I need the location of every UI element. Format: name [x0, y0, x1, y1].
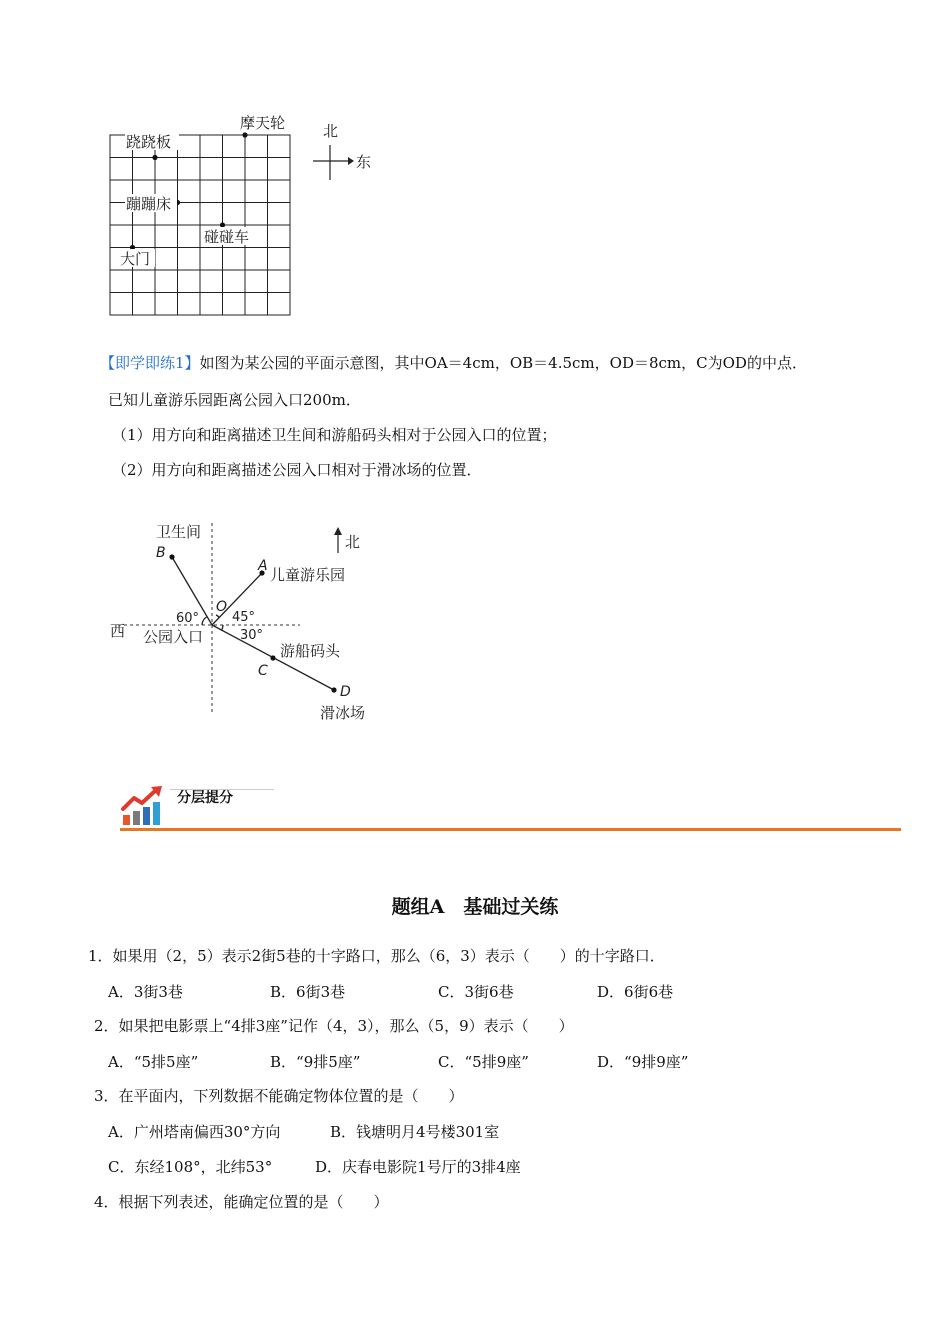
point-C: [270, 655, 275, 660]
section-divider: [120, 828, 901, 831]
label-toilet: 卫生间: [156, 523, 202, 541]
label-trampoline: 蹦蹦床: [126, 195, 172, 213]
question-2-option-c: C．“5排9座”: [438, 1053, 529, 1071]
point-B: [169, 554, 174, 559]
compass-north: 北: [323, 122, 339, 140]
practice-q2: （2）用方向和距离描述公园入口相对于滑冰场的位置．: [112, 461, 482, 479]
practice-intro: [100, 353, 807, 373]
question-1-option-d: D．6街6巷: [597, 983, 674, 1001]
label-C: C: [258, 663, 268, 679]
label-angle-30: 30°: [240, 628, 264, 643]
question-1-option-a: A．3街3巷: [108, 983, 183, 1001]
point-seesaw: [152, 155, 157, 160]
practice-tag: 【即学即练1】: [100, 354, 200, 372]
question-2-option-d: D．“9排9座”: [597, 1053, 689, 1071]
point-bumper-car: [220, 222, 225, 227]
question-4-stem: 4．根据下列表述，能确定位置的是（ ）: [94, 1193, 389, 1211]
question-1-stem: 1．如果用（2，5）表示2街5巷的十字路口，那么（6，3）表示（ ）的十字路口．: [88, 947, 665, 965]
question-3-option-b: B．钱塘明月4号楼301室: [330, 1123, 500, 1141]
compass-cross: [313, 145, 348, 180]
compass-east: 东: [356, 153, 372, 171]
angle-arc-45: [216, 615, 219, 617]
practice-line2: 已知儿童游乐园距离公园入口200m．: [108, 391, 361, 409]
angle-arc-60: [202, 617, 207, 625]
label-north: 北: [345, 533, 361, 551]
label-B: B: [156, 545, 166, 561]
point-D: [331, 687, 336, 692]
label-ferris-wheel: 摩天轮: [240, 114, 286, 132]
question-1-option-c: C．3街6巷: [438, 983, 514, 1001]
label-angle-60: 60°: [176, 611, 200, 626]
label-entrance: 公园入口: [143, 628, 204, 646]
grid-map-figure: [100, 105, 390, 325]
group-title: 题组A 基础过关练: [391, 896, 559, 918]
label-bumper-car: 碰碰车: [204, 228, 250, 246]
label-D: D: [340, 684, 351, 700]
park-map-figure: [100, 515, 400, 730]
label-A: A: [258, 558, 268, 574]
point-ferris-wheel: [242, 132, 247, 137]
compass-east-arrow-icon: [348, 157, 354, 165]
label-rink: 滑冰场: [320, 704, 366, 722]
question-2-option-a: A．“5排5座”: [108, 1053, 199, 1071]
label-O: O: [216, 599, 228, 615]
label-angle-45: 45°: [232, 610, 256, 625]
label-seesaw: 跷跷板: [126, 133, 172, 151]
trend-chart-icon: [120, 785, 166, 827]
section-title: 分层提分: [177, 790, 233, 806]
label-playground: 儿童游乐园: [270, 566, 346, 584]
grid-lines: [110, 135, 290, 315]
angle-arc-30: [222, 625, 224, 631]
question-3-option-d: D．庆春电影院1号厅的3排4座: [315, 1158, 521, 1176]
question-3-option-c: C．东经108°，北纬53°: [108, 1158, 273, 1176]
north-arrow-icon: [334, 527, 342, 553]
practice-intro-text: 如图为某公园的平面示意图，其中OA＝4cm，OB＝4.5cm，OD＝8cm，C为OD的中点．: [199, 354, 807, 372]
question-1-option-b: B．6街3巷: [270, 983, 346, 1001]
practice-q1: （1）用方向和距离描述卫生间和游船码头相对于公园入口的位置；: [112, 426, 557, 444]
question-2-stem: 2．如果把电影票上“4排3座”记作（4，3），那么（5，9）表示（ ）: [94, 1017, 574, 1035]
question-2-option-b: B．“9排5座”: [270, 1053, 361, 1071]
question-3-stem: 3．在平面内，下列数据不能确定物体位置的是（ ）: [94, 1087, 464, 1105]
question-3-option-a: A．广州塔南偏西30°方向: [108, 1123, 281, 1141]
label-gate: 大门: [120, 250, 151, 268]
section-title-underline: [170, 789, 274, 790]
label-west: 西: [110, 622, 126, 640]
label-dock: 游船码头: [280, 642, 341, 660]
